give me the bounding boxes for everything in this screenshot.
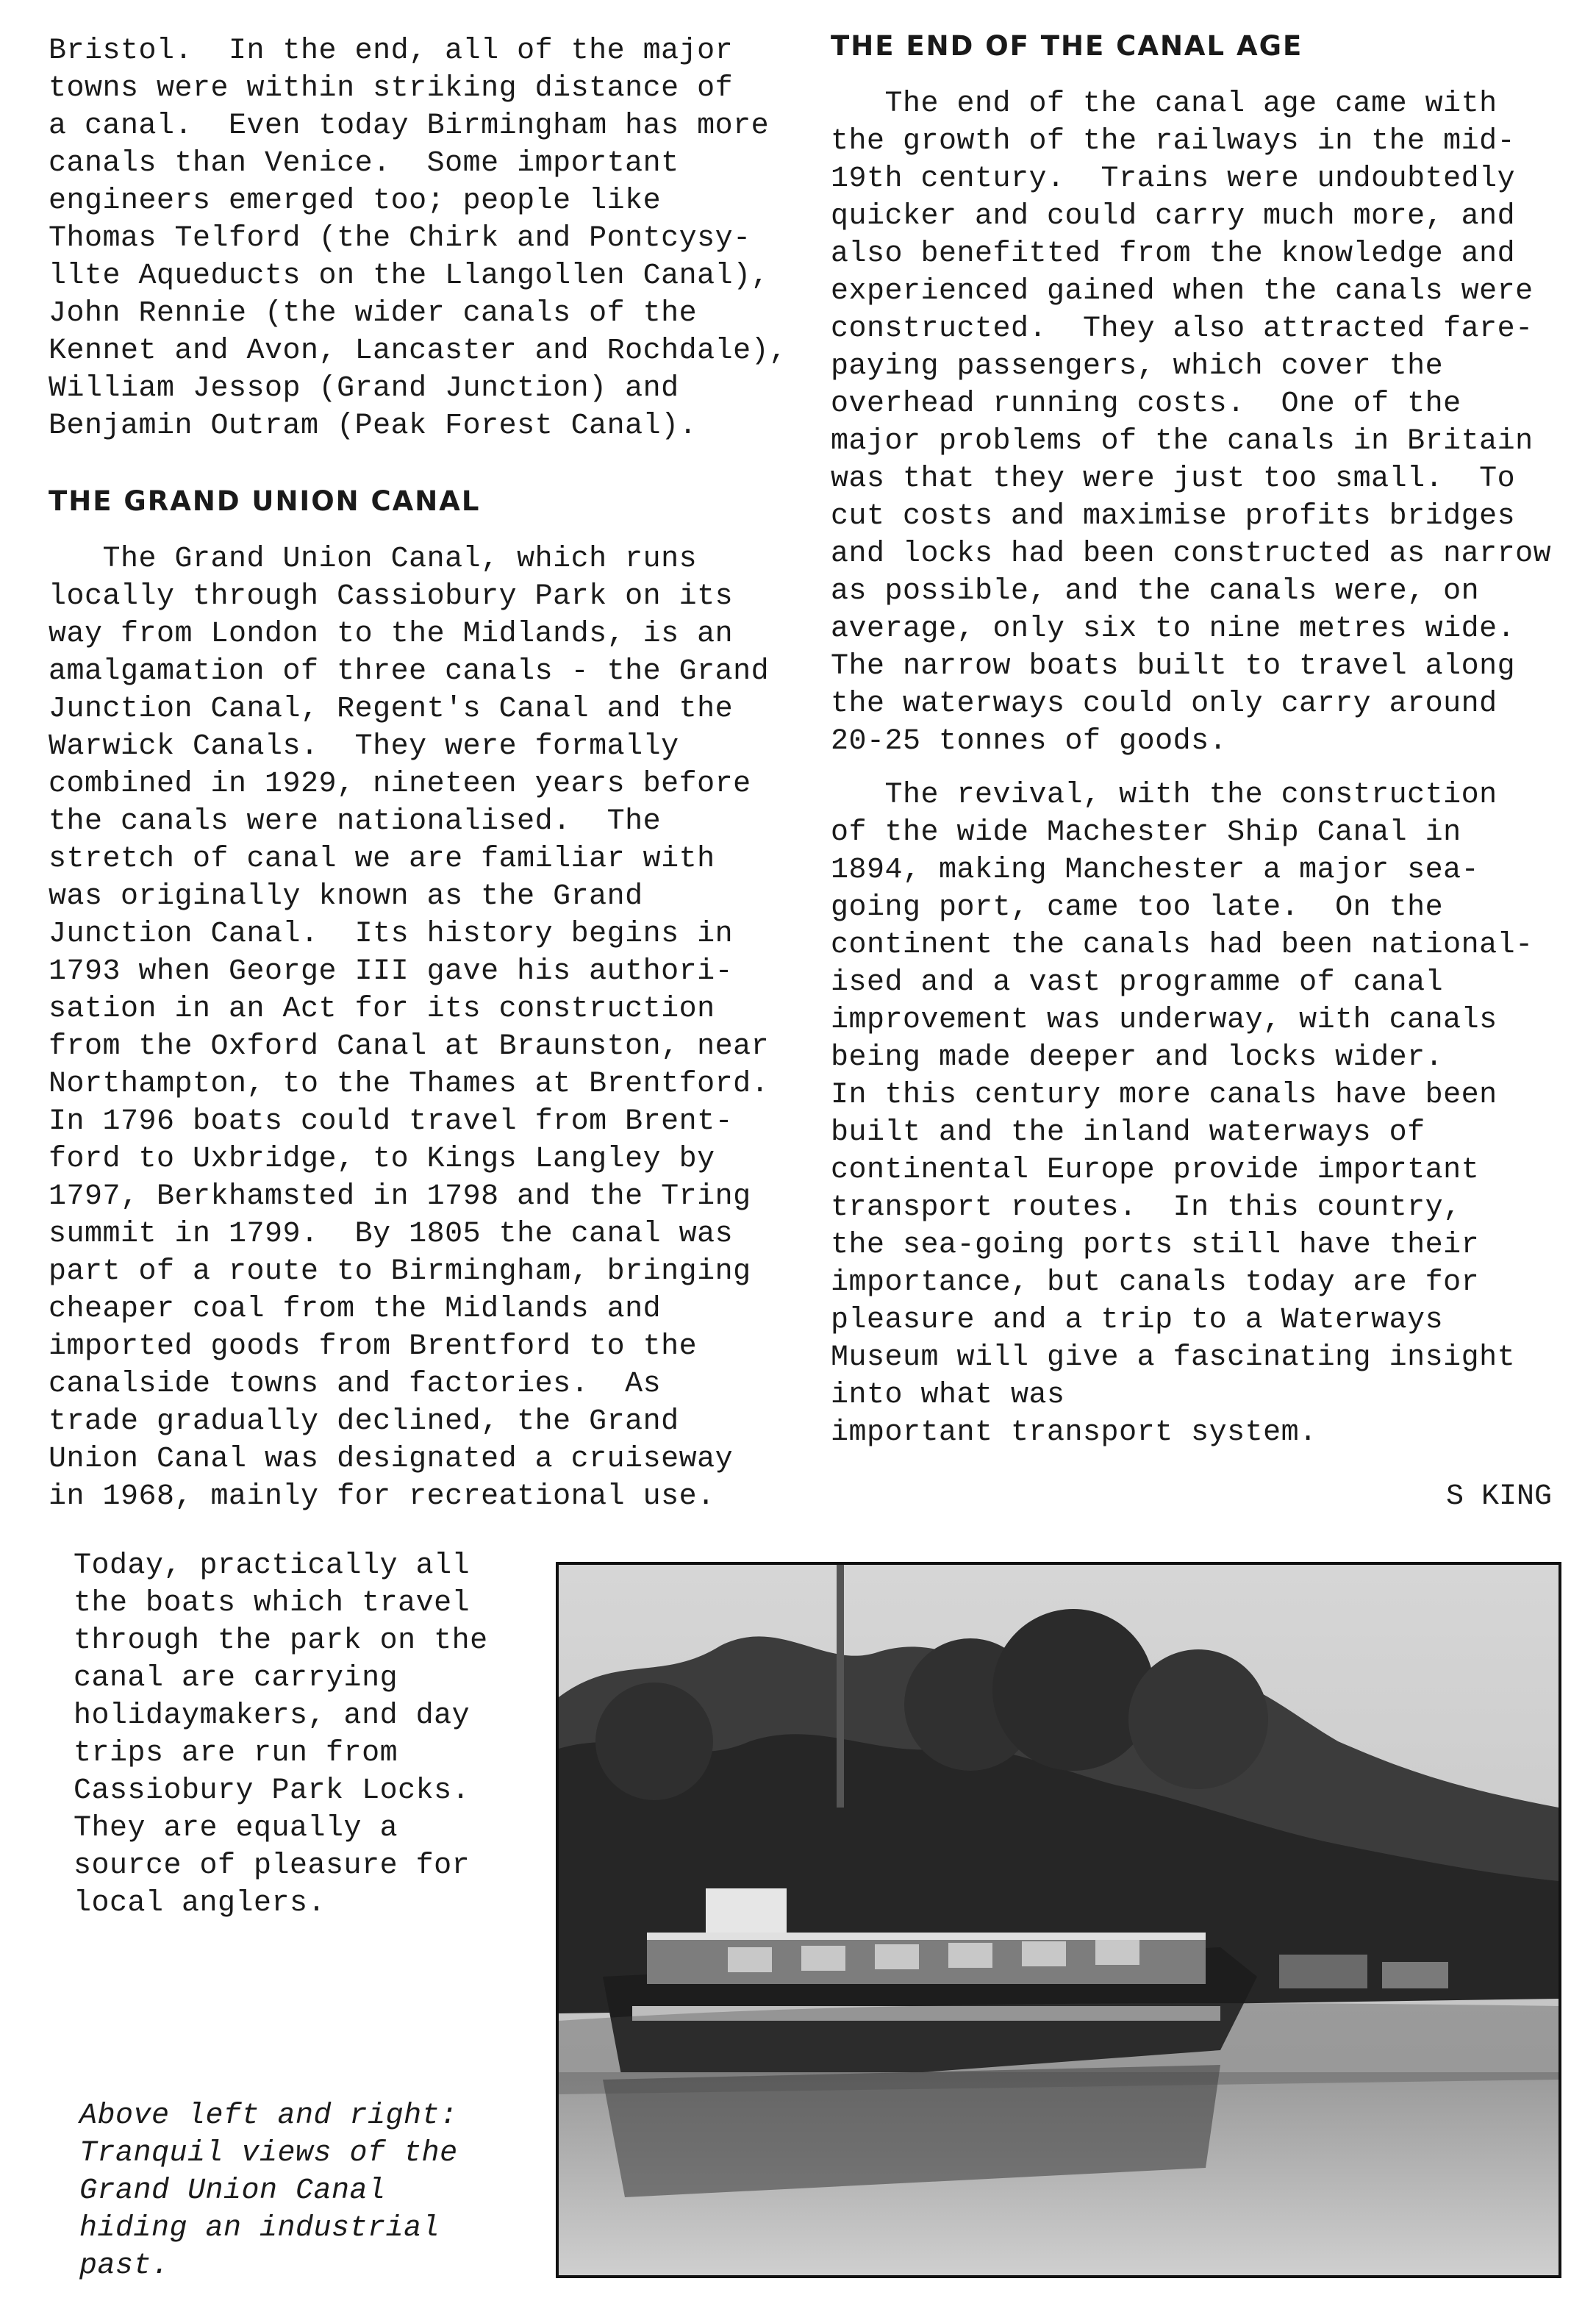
text-line: the growth of the railways in the mid-: [831, 125, 1516, 158]
text-line: transport routes. In this country,: [831, 1191, 1461, 1224]
text-line: In 1796 boats could travel from Brent-: [49, 1105, 734, 1138]
text-line: paying passengers, which cover the: [831, 350, 1444, 383]
text-line: overhead running costs. One of the: [831, 388, 1461, 421]
text-line: Tranquil views of the: [79, 2137, 458, 2170]
text-line: 1797, Berkhamsted in 1798 and the Tring: [49, 1180, 751, 1213]
text-line: as possible, and the canals were, on: [831, 575, 1480, 608]
text-line: cheaper coal from the Midlands and: [49, 1293, 662, 1326]
text-line: pleasure and a trip to a Waterways: [831, 1304, 1444, 1337]
text-line: llte Aqueducts on the Llangollen Canal),: [49, 260, 770, 293]
text-line: going port, came too late. On the: [831, 891, 1444, 924]
text-line: into what was: [831, 1379, 1065, 1412]
text-line: built and the inland waterways of: [831, 1116, 1425, 1149]
text-line: 1793 when George III gave his authori-: [49, 955, 734, 988]
text-line: constructed. They also attracted fare-: [831, 313, 1534, 346]
text-line: stretch of canal we are familiar with: [49, 843, 715, 876]
text-line: improvement was underway, with canals: [831, 1004, 1497, 1037]
text-line: Cassiobury Park Locks.: [74, 1774, 470, 1808]
grand-union-heading: THE GRAND UNION CANAL: [49, 485, 481, 517]
text-line: 19th century. Trains were undoubtedly: [831, 163, 1516, 196]
text-line: Bristol. In the end, all of the major: [49, 35, 734, 68]
text-line: The end of the canal age came with: [831, 88, 1497, 121]
text-line: Warwick Canals. They were formally: [49, 730, 679, 763]
right-column: [831, 28, 1573, 1452]
text-line: canalside towns and factories. As: [49, 1368, 662, 1401]
end-of-canal-age-heading: THE END OF THE CANAL AGE: [831, 30, 1303, 62]
text-line: Today, practically all: [74, 1549, 470, 1582]
text-line: Kennet and Avon, Lancaster and Rochdale),: [49, 335, 787, 368]
text-line: average, only six to nine metres wide.: [831, 613, 1516, 646]
text-line: cut costs and maximise profits bridges: [831, 500, 1516, 533]
text-line: the waterways could only carry around: [831, 688, 1497, 721]
text-line: They are equally a: [74, 1812, 398, 1845]
text-line: from the Oxford Canal at Braunston, near: [49, 1030, 770, 1063]
text-line: local anglers.: [74, 1887, 326, 1920]
author-signature: S KING: [1445, 1480, 1552, 1513]
text-line: trade gradually declined, the Grand: [49, 1405, 679, 1438]
text-line: hiding an industrial: [79, 2212, 440, 2245]
photo-caption: [79, 2097, 535, 2285]
text-line: continent the canals had been national-: [831, 929, 1534, 962]
text-line: canal are carrying: [74, 1662, 398, 1695]
text-line: Benjamin Outram (Peak Forest Canal).: [49, 410, 698, 443]
text-line: locally through Cassiobury Park on its: [49, 580, 734, 613]
text-line: and locks had been constructed as narrow: [831, 538, 1552, 571]
revival-paragraph: [831, 777, 1573, 1452]
text-line: in 1968, mainly for recreational use.: [49, 1480, 715, 1513]
text-line: The Grand Union Canal, which runs: [49, 543, 698, 576]
text-line: Northampton, to the Thames at Brentford.: [49, 1068, 770, 1101]
text-line: source of pleasure for: [74, 1849, 470, 1883]
text-line: Thomas Telford (the Chirk and Pontcysy-: [49, 222, 751, 255]
text-line: The revival, with the construction: [831, 779, 1497, 812]
text-line: way from London to the Midlands, is an: [49, 618, 734, 651]
text-line: Junction Canal. Its history begins in: [49, 918, 734, 951]
text-line: important transport system.: [831, 1416, 1317, 1449]
text-line: Junction Canal, Regent's Canal and the: [49, 693, 734, 726]
text-line: the sea-going ports still have their: [831, 1229, 1480, 1262]
text-line: also benefitted from the knowledge and: [831, 238, 1516, 271]
intro-paragraph: [49, 32, 813, 445]
text-line: of the wide Machester Ship Canal in: [831, 816, 1461, 849]
text-line: combined in 1929, nineteen years before: [49, 768, 751, 801]
text-line: Union Canal was designated a cruiseway: [49, 1443, 734, 1476]
text-line: the canals were nationalised. The: [49, 805, 662, 838]
text-line: importance, but canals today are for: [831, 1266, 1480, 1299]
text-line: canals than Venice. Some important: [49, 147, 679, 180]
text-line: trips are run from: [74, 1737, 398, 1770]
text-line: being made deeper and locks wider.: [831, 1041, 1444, 1074]
text-line: holidaymakers, and day: [74, 1699, 470, 1733]
text-line: engineers emerged too; people like: [49, 185, 662, 218]
text-line: John Rennie (the wider canals of the: [49, 297, 698, 330]
grand-union-paragraph: [49, 540, 813, 1516]
canal-narrowboat-photo: [556, 1562, 1561, 2278]
boats-paragraph: [74, 1547, 544, 1922]
text-line: sation in an Act for its construction: [49, 993, 715, 1026]
text-line: towns were within striking distance of: [49, 72, 734, 105]
text-line: William Jessop (Grand Junction) and: [49, 372, 679, 405]
text-line: part of a route to Birmingham, bringing: [49, 1255, 751, 1288]
text-line: major problems of the canals in Britain: [831, 425, 1534, 458]
text-line: was that they were just too small. To: [831, 463, 1516, 496]
text-line: In this century more canals have been: [831, 1079, 1497, 1112]
text-line: 20-25 tonnes of goods.: [831, 725, 1228, 758]
end-of-canal-age-paragraph: [831, 85, 1573, 760]
left-column: [49, 32, 813, 1516]
text-line: The narrow boats built to travel along: [831, 650, 1516, 683]
text-line: ised and a vast programme of canal: [831, 966, 1444, 999]
photo-illustration: [559, 1565, 1559, 2275]
text-line: past.: [79, 2249, 170, 2283]
text-line: the boats which travel: [74, 1587, 470, 1620]
text-line: continental Europe provide important: [831, 1154, 1480, 1187]
text-line: summit in 1799. By 1805 the canal was: [49, 1218, 734, 1251]
text-line: Grand Union Canal: [79, 2174, 386, 2208]
text-line: ford to Uxbridge, to Kings Langley by: [49, 1143, 715, 1176]
text-line: Museum will give a fascinating insight: [831, 1341, 1516, 1374]
text-line: experienced gained when the canals were: [831, 275, 1534, 308]
text-line: 1894, making Manchester a major sea-: [831, 854, 1480, 887]
text-line: amalgamation of three canals - the Grand: [49, 655, 770, 688]
text-line: quicker and could carry much more, and: [831, 200, 1516, 233]
text-line: imported goods from Brentford to the: [49, 1330, 698, 1363]
text-line: was originally known as the Grand: [49, 880, 643, 913]
text-line: a canal. Even today Birmingham has more: [49, 110, 770, 143]
text-line: Above left and right:: [79, 2099, 458, 2133]
text-line: through the park on the: [74, 1624, 488, 1658]
